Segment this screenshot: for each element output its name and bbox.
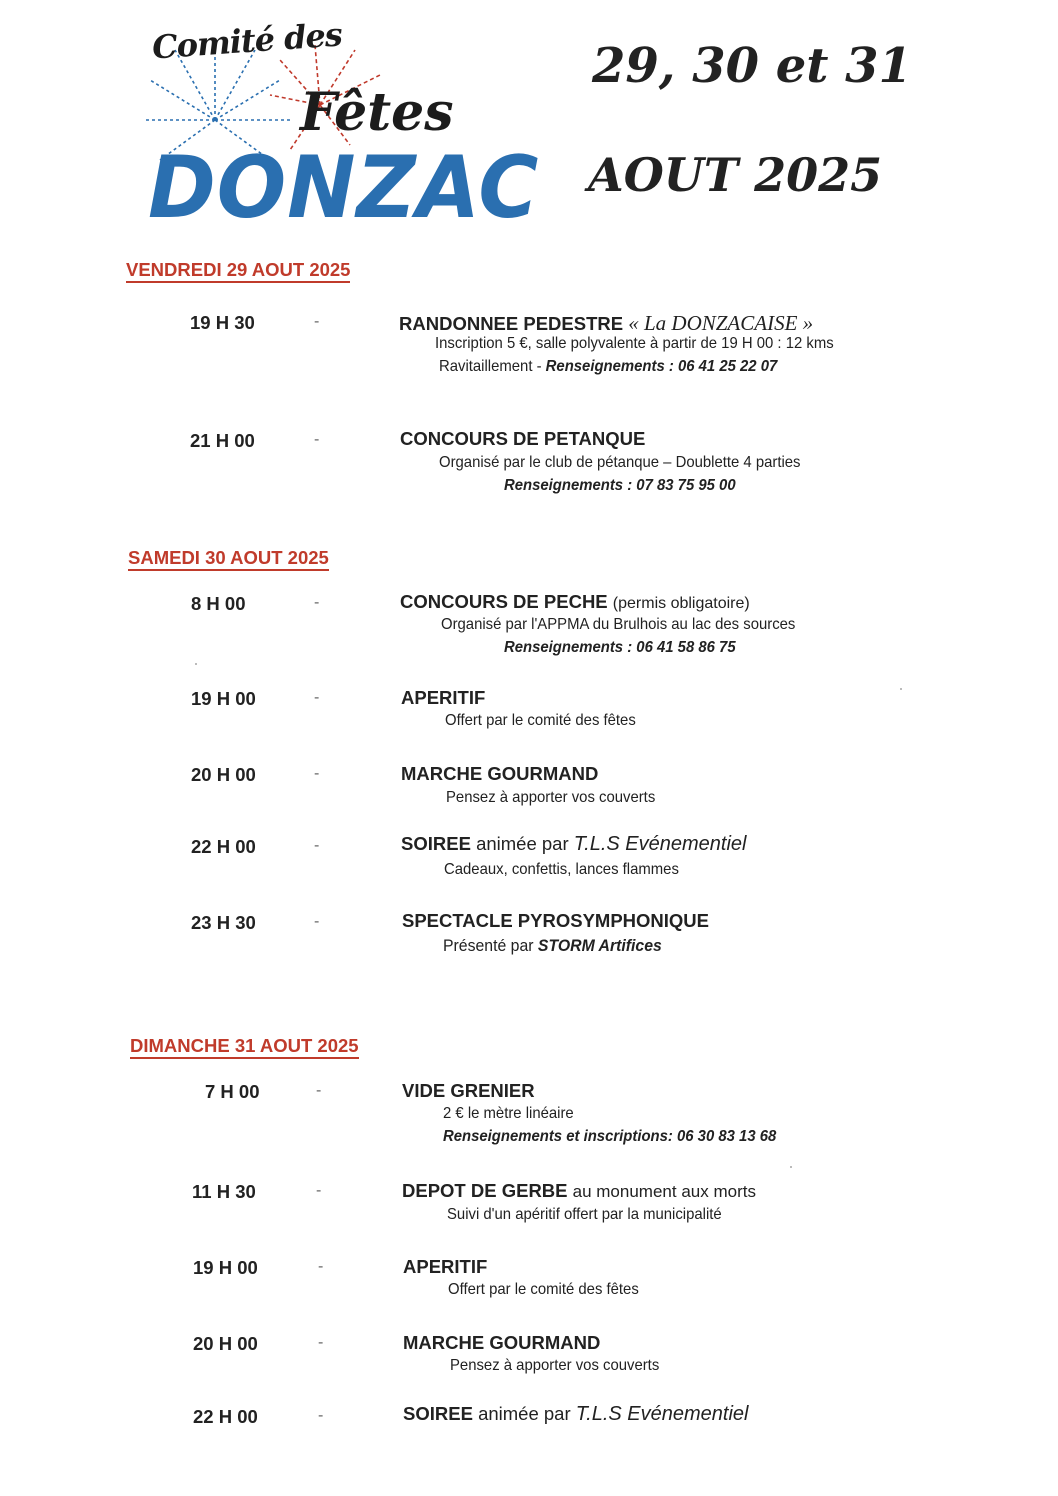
committee-logo — [140, 15, 540, 238]
event-time: 20 H 00 — [191, 764, 256, 785]
event-contact-phone: Renseignements : 07 83 75 95 00 — [504, 477, 736, 494]
day-heading: VENDREDI 29 AOUT 2025 — [126, 259, 350, 283]
event-title-main: SOIREE — [403, 1403, 473, 1424]
separator-dash: - — [318, 1334, 324, 1351]
event-title-connector: animée par — [478, 1403, 571, 1424]
event-detail: Suivi d'un apéritif offert par la municipalité — [447, 1206, 722, 1223]
event-title — [403, 1403, 748, 1426]
event-title-main: SOIREE — [401, 833, 471, 854]
event-detail: 2 € le mètre linéaire — [443, 1105, 574, 1122]
festival-dates: 29, 30 et 31 — [592, 38, 912, 94]
event-detail: Offert par le comité des fêtes — [448, 1281, 639, 1298]
event-time: 22 H 00 — [193, 1406, 258, 1427]
separator-dash: - — [318, 1407, 324, 1424]
logo-line-comite: Comité des — [150, 15, 343, 67]
scan-speck — [900, 688, 902, 690]
event-title: APERITIF — [401, 687, 486, 708]
festival-month: AOUT 2025 — [588, 148, 883, 202]
event-time: 19 H 00 — [191, 688, 256, 709]
separator-dash: - — [316, 1082, 322, 1099]
event-detail-prefix: Présenté par — [443, 936, 534, 955]
event-detail: Organisé par le club de pétanque – Doublette 4 parties — [439, 454, 801, 471]
event-title-main: CONCOURS DE PECHE — [400, 591, 608, 612]
event-title: MARCHE GOURMAND — [403, 1332, 601, 1353]
event-time: 23 H 30 — [191, 912, 256, 933]
scan-speck — [790, 1166, 792, 1168]
event-time: 7 H 00 — [205, 1081, 260, 1102]
event-detail: Pensez à apporter vos couverts — [446, 789, 656, 806]
separator-dash: - — [314, 837, 320, 854]
event-detail-provider: STORM Artifices — [537, 936, 662, 955]
event-time: 8 H 00 — [191, 593, 246, 614]
event-title: CONCOURS DE PETANQUE — [400, 428, 646, 449]
event-time: 19 H 30 — [190, 312, 255, 333]
day-heading: SAMEDI 30 AOUT 2025 — [128, 547, 329, 571]
event-title — [401, 833, 746, 856]
logo-line-donzac: DONZAC — [148, 138, 540, 238]
separator-dash: - — [314, 594, 320, 611]
event-contact — [504, 639, 736, 657]
event-detail: Offert par le comité des fêtes — [445, 712, 636, 729]
event-time: 22 H 00 — [191, 836, 256, 857]
event-detail — [443, 936, 662, 956]
event-title: VIDE GRENIER — [402, 1080, 535, 1101]
event-title-provider: T.L.S Evénementiel — [573, 833, 747, 855]
event-detail: Inscription 5 €, salle polyvalente à partir de 19 H 00 : 12 kms — [435, 335, 834, 352]
event-title: SPECTACLE PYROSYMPHONIQUE — [402, 910, 710, 931]
event-time: 11 H 30 — [192, 1181, 256, 1202]
event-title-extra: « La DONZACAISE » — [628, 311, 814, 335]
event-title: MARCHE GOURMAND — [401, 763, 599, 784]
event-title — [402, 1180, 756, 1202]
event-title — [399, 311, 813, 336]
separator-dash: - — [314, 765, 320, 782]
event-title-connector: animée par — [476, 833, 569, 854]
event-contact — [443, 1128, 776, 1146]
event-title-provider: T.L.S Evénementiel — [575, 1403, 749, 1425]
event-contact — [439, 358, 777, 376]
day-heading: DIMANCHE 31 AOUT 2025 — [130, 1035, 359, 1059]
event-detail: Pensez à apporter vos couverts — [450, 1357, 660, 1374]
scan-speck — [195, 663, 197, 665]
event-contact-phone: Renseignements : 06 41 25 22 07 — [545, 358, 778, 375]
event-title-main: DEPOT DE GERBE — [402, 1180, 568, 1201]
event-contact — [504, 477, 736, 495]
event-contact-phone: Renseignements et inscriptions: 06 30 83 13 68 — [443, 1128, 777, 1145]
separator-dash: - — [318, 1258, 324, 1275]
event-title-extra: (permis obligatoire) — [612, 595, 750, 612]
separator-dash: - — [314, 689, 320, 706]
event-contact-phone: Renseignements : 06 41 58 86 75 — [504, 639, 736, 656]
separator-dash: - — [316, 1182, 322, 1199]
separator-dash: - — [314, 913, 320, 930]
event-time: 20 H 00 — [193, 1333, 258, 1354]
event-detail: Cadeaux, confettis, lances flammes — [444, 861, 679, 878]
event-time: 21 H 00 — [190, 430, 255, 451]
separator-dash: - — [314, 313, 320, 330]
event-title — [400, 591, 750, 613]
event-detail: Organisé par l'APPMA du Brulhois au lac des sources — [441, 616, 796, 633]
event-time: 19 H 00 — [193, 1257, 258, 1278]
event-title-main: RANDONNEE PEDESTRE — [399, 313, 624, 334]
logo-line-fetes: Fêtes — [300, 82, 454, 143]
event-title-connector: au monument aux morts — [572, 1182, 756, 1201]
event-contact-prefix: Ravitaillement - — [439, 358, 546, 375]
event-title: APERITIF — [403, 1256, 488, 1277]
separator-dash: - — [314, 431, 320, 448]
